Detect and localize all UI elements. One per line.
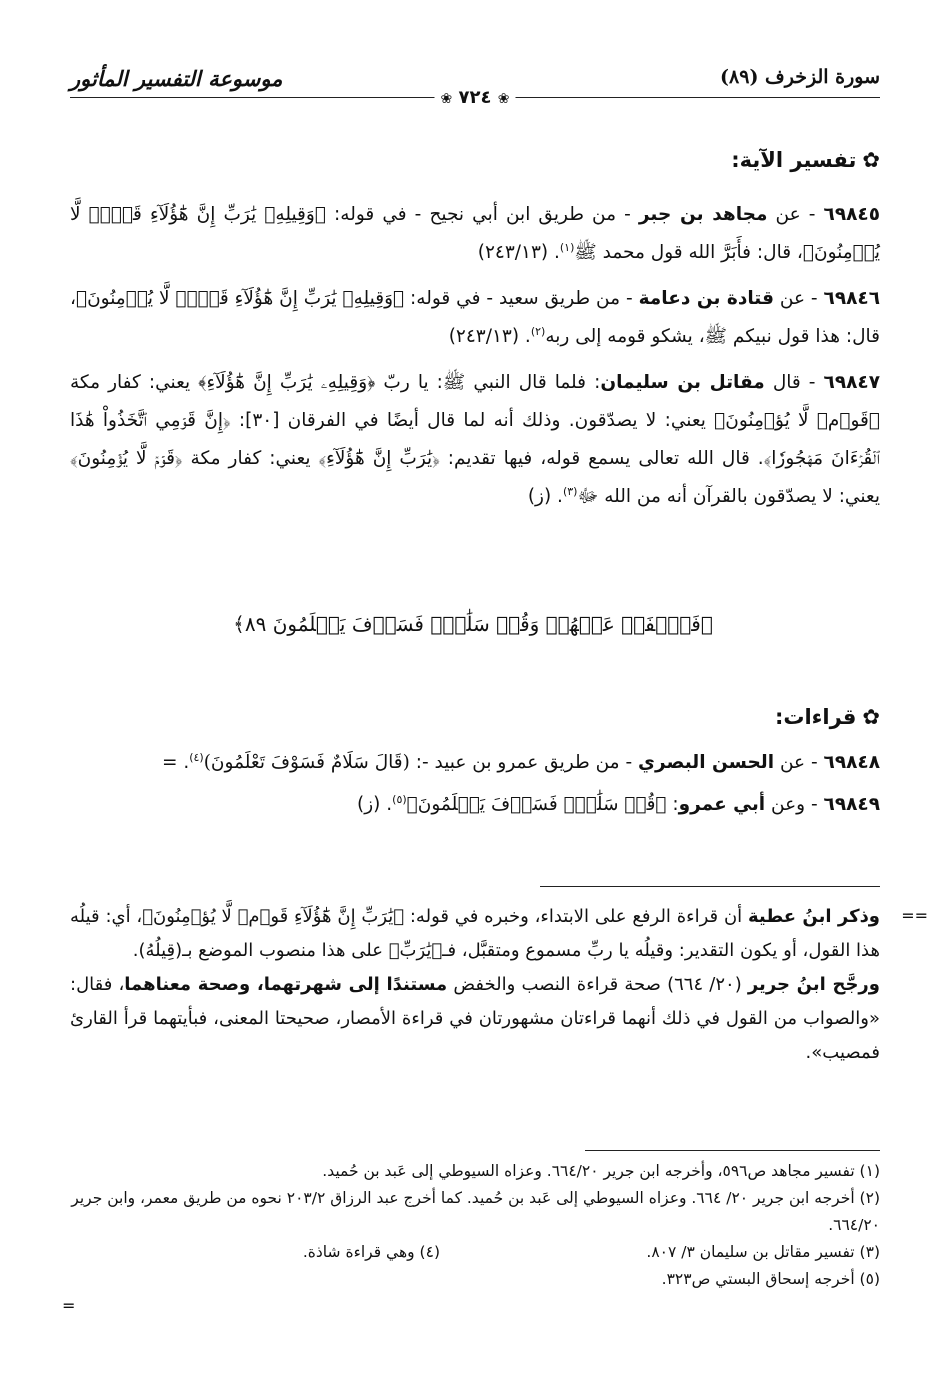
narrator-name: أبي عمرو	[678, 794, 766, 815]
entry-69846: ٦٩٨٤٦ - عن قتادة بن دعامة - من طريق سعيد - في قوله: ﴿وَقِيلِهِۦ يَٰرَبِّ إِنَّ هَٰٓؤُلَآءِ قَوۡمٞ لَّا يُؤۡمِنُونَ﴾، قال: هذا قول نبيكم ﷺ، يشكو قومه إلى ربه$^{(٢)}$. (٢٤٣/١٣)	[70, 288, 880, 347]
page-number: ٧٢٤	[458, 87, 492, 108]
footnote-ref: (٥)	[392, 792, 407, 806]
narrator-name: قتادة بن دعامة	[638, 288, 774, 309]
tafsir-entries	[70, 196, 880, 516]
scholar-name: ورجَّح ابنُ جرير	[747, 974, 880, 995]
footnote-4: (٤) وهي قراءة شاذة.	[302, 1243, 440, 1261]
commentary-notes	[70, 900, 880, 1070]
page-header	[70, 60, 880, 110]
qiraat-entries	[70, 744, 880, 824]
section-title-qiraat: ✿قراءات:	[774, 705, 880, 729]
footnote-ref: (٢)	[530, 324, 546, 338]
continuation-marker: =	[62, 1296, 76, 1315]
flower-icon: ✿	[862, 148, 880, 172]
entry-69847: ٦٩٨٤٧ - قال مقاتل بن سليمان: فلما قال النبي ﷺ: يا ربّ ﴿وَقِيلِهِۦ يَٰرَبِّ إِنَّ هَٰٓؤُلَآءِ﴾ يعني: كفار مكة ﴿قَوۡمٞ لَّا يُؤۡمِنُونَ﴾ يعني: لا يصدّقون. وذلك أنه لما قال أيضًا في الفرقان [٣٠]: ﴿إِنَّ قَوۡمِي ٱتَّخَذُواْ هَٰذَا ٱلۡقُرۡءَانَ مَهۡجُورٗا﴾. قال الله تعالى يسمع قوله، فيها تقديم: ﴿يَٰرَبِّ إِنَّ هَٰٓؤُلَآءِ﴾ يعني: كفار مكة ﴿قَوۡمٞ لَّا يُؤۡمِنُونَ﴾ يعني: لا يصدّقون بالقرآن أنه من الله ﷻ$^{(٣)}$. (ز)	[70, 372, 881, 507]
narrator-name: الحسن البصري	[638, 752, 775, 773]
quran-quote: ﴿قُلۡ سَلَٰمٞۚ فَسَوۡفَ يَعۡلَمُونَ﴾	[406, 794, 667, 815]
flower-icon: ✿	[862, 705, 880, 729]
footnote-ref: (١)	[559, 240, 575, 254]
footnote-row	[70, 1239, 880, 1266]
entry-69848: ٦٩٨٤٨ - عن الحسن البصري - من طريق عمرو بن عبيد -: (قَالَ سَلَامٌ فَسَوْفَ تَعْلَمُونَ)$^{(٤)}$. =	[161, 750, 880, 773]
quran-quote: ﴿وَقِيلِهِۦ يَٰرَبِّ إِنَّ هَٰٓؤُلَآءِ قَوۡمٞ لَّا يُؤۡمِنُونَ﴾	[75, 288, 405, 309]
narrator-name: مجاهد بن جبر	[638, 204, 768, 225]
footnote-3: (٣) تفسير مقاتل بن سليمان ٣/ ٨٠٧.	[646, 1243, 880, 1261]
footnotes	[70, 1158, 880, 1293]
narrator-name: مقاتل بن سليمان	[600, 372, 765, 393]
entry-69845: ٦٩٨٤٥ - عن مجاهد بن جبر - من طريق ابن أبي نجيح - في قوله: ﴿وَقِيلِهِۦ يَٰرَبِّ إِنَّ هَٰٓؤُلَآءِ قَوۡمٞ لَّا يُؤۡمِنُونَ﴾، قال: فأَبَرَّ الله قول محمد ﷺ$^{(١)}$. (٢٤٣/١٣)	[70, 204, 881, 263]
footnote-5: (٥) أخرجه إسحاق البستي ص٣٢٣.	[661, 1270, 880, 1288]
quran-quote: ﴿وَقِيلِهِۦ يَٰرَبِّ إِنَّ هَٰٓؤُلَآءِ قَوۡمٞ لَّا يُؤۡمِنُونَ﴾	[70, 204, 880, 263]
scholar-name: ابنُ عطية	[747, 906, 832, 927]
entry-69849: ٦٩٨٤٩ - وعن أبي عمرو: ﴿قُلۡ سَلَٰمٞۚ فَسَوۡفَ يَعۡلَمُونَ﴾$^{(٥)}$. (ز)	[357, 792, 880, 815]
continuation-marker: ==	[901, 906, 928, 925]
footnote-ref: (٣)	[562, 484, 578, 498]
note-ibn-atiyya: وذكر ابنُ عطية أن قراءة الرفع على الابتداء، وخبره في قوله: ﴿يَٰرَبِّ إِنَّ هَٰٓؤُلَآءِ قَوۡمٞ لَّا يُؤۡمِنُونَ﴾، أي: قيلُه هذا القول، أو يكون التقدير: وقيلُه يا ربِّ مسموع ومتقبَّل، فـ﴿يَٰرَبِّ﴾ على هذا منصوب الموضع بـ(قِيلُهُ).	[70, 906, 880, 961]
section-title-tafsir: ✿تفسير الآية:	[731, 148, 880, 172]
ornament-icon: ❀	[497, 91, 510, 107]
book-title: موسوعة التفسير المأثور	[70, 66, 283, 91]
quran-quote: ﴿وَقِيلِهِۦ يَٰرَبِّ إِنَّ هَٰٓؤُلَآءِ﴾	[198, 372, 376, 393]
note-ibn-jarir: ورجَّح ابنُ جرير (٢٠/ ٦٦٤) صحة قراءة النصب والخفض مستندًا إلى شهرتهما، وصحة معناهما، فقال: «والصواب من القول في ذلك أنهما قراءتان مشهورتان في قراءة الأمصار، صحيحتا المعنى، فبأيتهما قرأ القارئ فمصيب».	[70, 974, 880, 1063]
page-number-box	[435, 87, 516, 108]
quran-verse: ﴿فَٱصۡفَحۡ عَنۡهُمۡ وَقُلۡ سَلَٰمٞۚ فَسَوۡفَ يَعۡلَمُونَ ٨٩﴾	[233, 612, 713, 636]
quran-quote: (قَالَ سَلَامٌ فَسَوْفَ تَعْلَمُونَ)	[203, 752, 410, 773]
notes-divider	[540, 886, 880, 887]
ornament-icon: ❀	[440, 91, 453, 107]
footnote-2: (٢) أخرجه ابن جرير ٢٠/ ٦٦٤. وعزاه السيوطي إلى عَبد بن حُميد. كما أخرج عبد الرزاق ٢٠٣/٢ نحوه من طريق معمر، وابن جرير ٦٦٤/٢٠.	[71, 1189, 880, 1234]
footnotes-divider	[585, 1150, 880, 1151]
footnote-1: (١) تفسير مجاهد ص٥٩٦، وأخرجه ابن جرير ٦٦٤/٢٠. وعزاه السيوطي إلى عَبد بن حُميد.	[322, 1162, 880, 1180]
surah-title: سورة الزخرف (٨٩)	[720, 66, 880, 88]
footnote-ref: (٤)	[189, 750, 204, 764]
